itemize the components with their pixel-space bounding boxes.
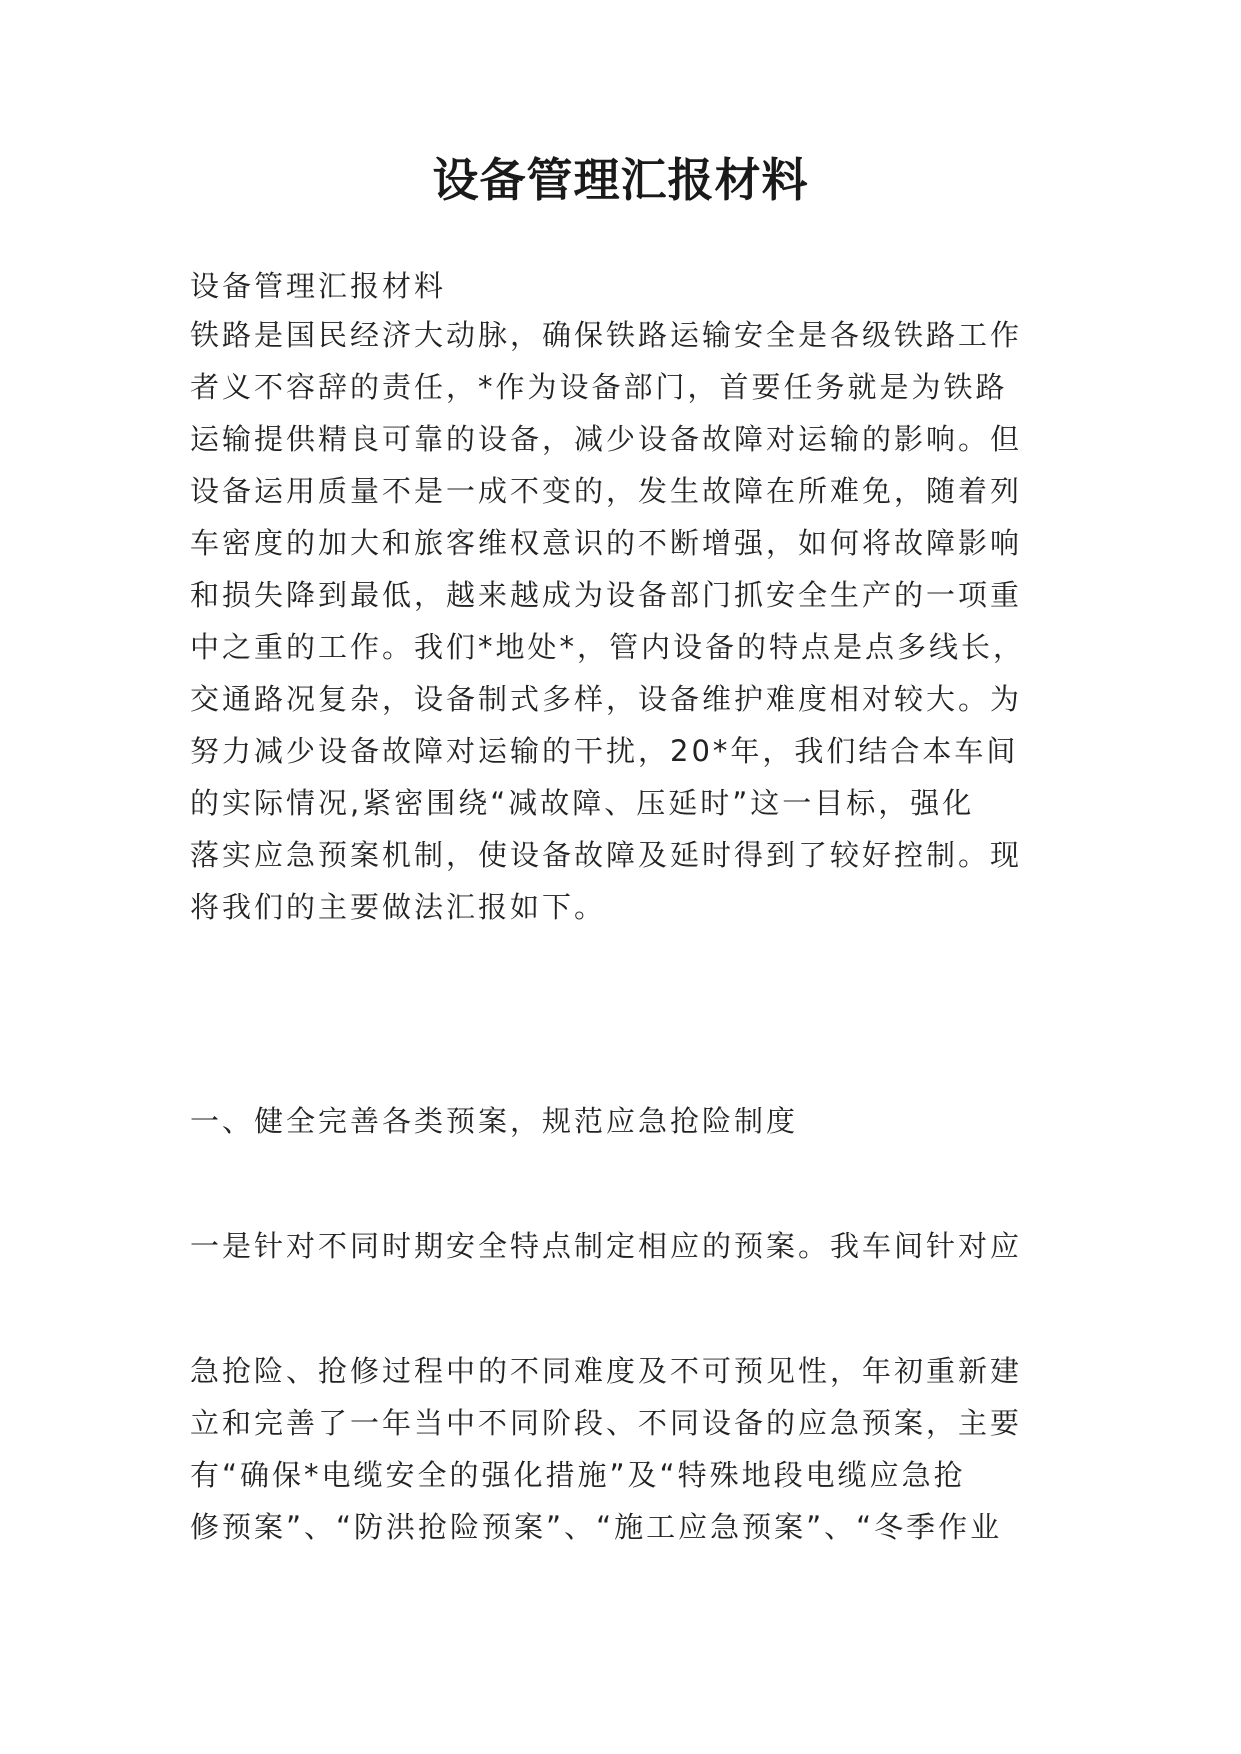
paragraph-line: 立和完善了一年当中不同阶段、不同设备的应急预案，主要 [190, 1406, 1023, 1440]
paragraph-line: 修预案”、“防洪抢险预案”、“施工应急预案”、“冬季作业 [190, 1510, 1003, 1544]
subtitle-line: 设备管理汇报材料 [190, 269, 447, 303]
paragraph-line: 的实际情况,紧密围绕“减故障、压延时”这一目标，强化 [190, 786, 975, 820]
paragraph-line: 运输提供精良可靠的设备，减少设备故障对运输的影响。但 [190, 422, 1023, 456]
paragraph-line: 一是针对不同时期安全特点制定相应的预案。我车间针对应 [190, 1229, 1023, 1263]
paragraph-line: 铁路是国民经济大动脉，确保铁路运输安全是各级铁路工作 [190, 318, 1023, 352]
paragraph-line: 和损失降到最低，越来越成为设备部门抓安全生产的一项重 [190, 578, 1023, 612]
paragraph-line: 有“确保*电缆安全的强化措施”及“特殊地段电缆应急抢 [190, 1458, 966, 1492]
paragraph-line: 急抢险、抢修过程中的不同难度及不可预见性，年初重新建 [190, 1354, 1023, 1388]
paragraph-line: 设备运用质量不是一成不变的，发生故障在所难免，随着列 [190, 474, 1023, 508]
paragraph-line: 中之重的工作。我们*地处*，管内设备的特点是点多线长， [190, 630, 1026, 664]
paragraph-line: 落实应急预案机制，使设备故障及延时得到了较好控制。现 [190, 838, 1023, 872]
paragraph-line: 努力减少设备故障对运输的干扰，20*年，我们结合本车间 [190, 734, 1019, 768]
paragraph-line: 交通路况复杂，设备制式多样，设备维护难度相对较大。为 [190, 682, 1023, 716]
paragraph-line: 将我们的主要做法汇报如下。 [190, 890, 607, 924]
paragraph-line: 者义不容辞的责任，*作为设备部门，首要任务就是为铁路 [190, 370, 1008, 404]
section-heading-line: 一、健全完善各类预案，规范应急抢险制度 [190, 1104, 799, 1138]
paragraph-line: 车密度的加大和旅客维权意识的不断增强，如何将故障影响 [190, 526, 1023, 560]
document-title: 设备管理汇报材料 [432, 153, 809, 207]
